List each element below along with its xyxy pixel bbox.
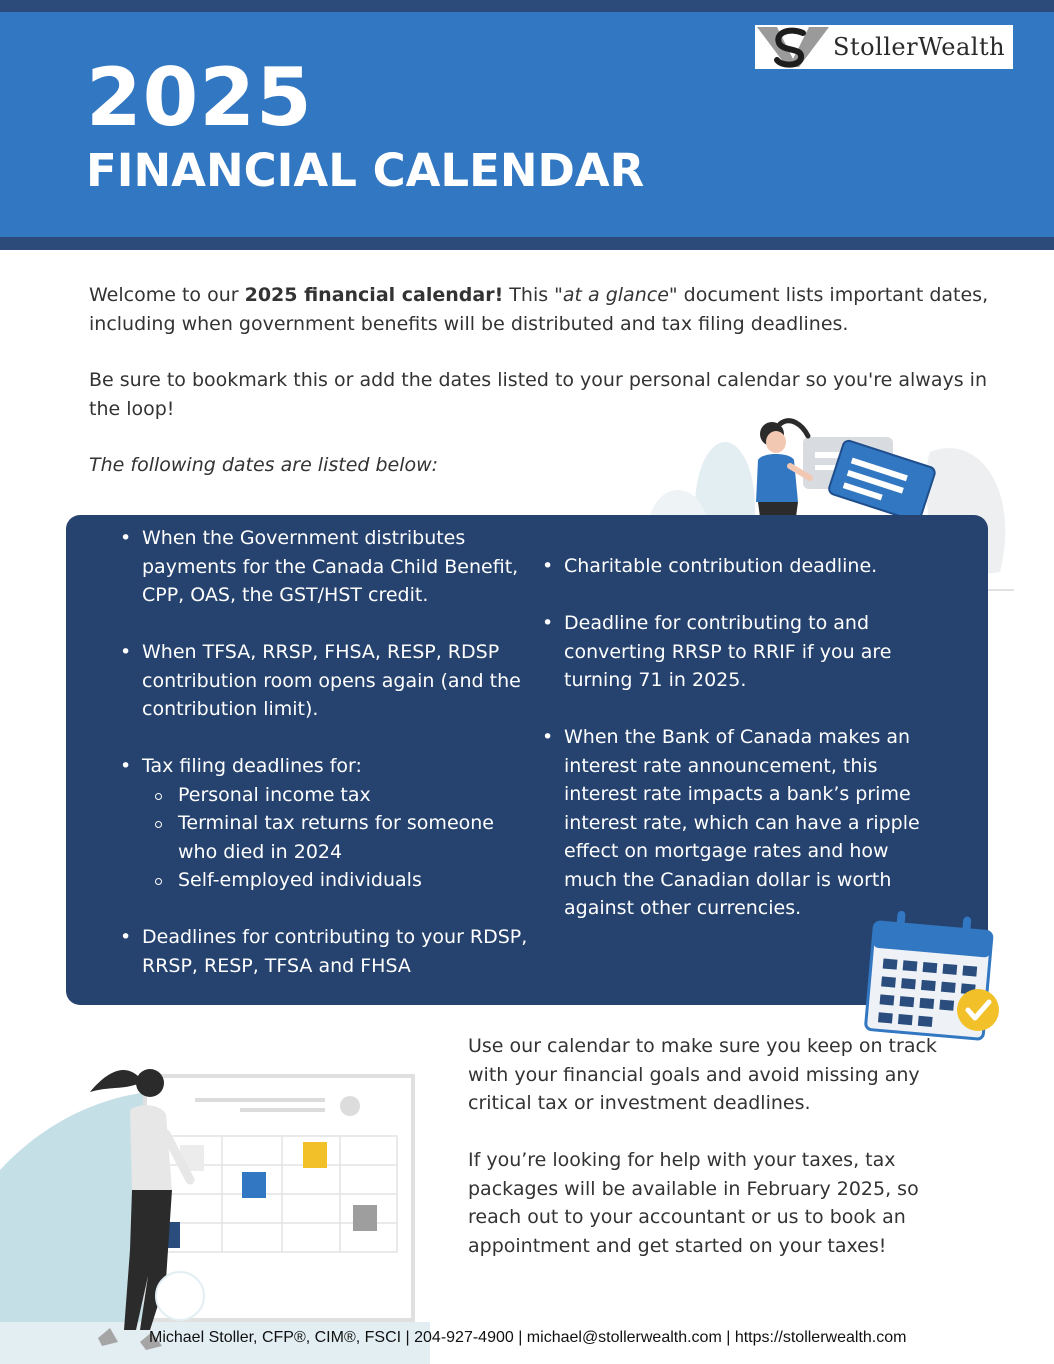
outro-paragraph-2: If you’re looking for help with your taxes, tax packages will be available in February 2025, so reach out to your accountant or us to book an appointment and get started on your taxes! [468,1149,919,1257]
sub-list-item: Terminal tax returns for someone who died in 2024 [142,809,530,866]
intro-paragraph-3: The following dates are listed below: [89,454,439,476]
page-title: FINANCIAL CALENDAR [86,144,645,197]
page-year: 2025 [86,51,313,144]
header-bottom-strip [0,237,1054,250]
stollerwealth-logo [755,25,1013,69]
list-item: • Tax filing deadlines for: Personal income tax Terminal tax returns for someone who died in 2024 Self-employed individuals [90,752,530,895]
list-item: • Charitable contribution deadline. [512,552,937,581]
woman-calendar-board-illustration [0,1050,430,1364]
panel-right-column [512,552,937,951]
list-item: • When the Bank of Canada makes an interest rate announcement, this interest rate impacts a bank’s prime interest rate, which can have a ripple effect on mortgage rates and how much the Canadian dollar is worth against other currencies. [512,723,937,923]
calendar-check-icon [858,908,1008,1043]
panel-left-column [90,524,530,1009]
header-top-strip [0,0,1054,12]
sub-list-item: Personal income tax [142,781,530,810]
list-item: • Deadlines for contributing to your RDSP, RRSP, RESP, TFSA and FHSA [90,923,530,980]
list-item: • When TFSA, RRSP, FHSA, RESP, RDSP contribution room opens again (and the contribution limit). [90,638,530,724]
outro-paragraph-1: Use our calendar to make sure you keep on track with your financial goals and avoid missing any critical tax or investment deadlines. [468,1035,937,1114]
intro-paragraph-2: Be sure to bookmark this or add the dates listed to your personal calendar so you're always in the loop! [89,369,987,420]
logo-text: StollerWealth [833,33,1006,61]
intro-paragraph-1: Welcome to our 2025 financial calendar! This "at a glance" document lists important dates, including when government benefits will be distributed and tax filing deadlines. [89,284,989,335]
footer-contact: Michael Stoller, CFP®, CIM®, FSCI | 204-927-4900 | michael@stollerwealth.com | https://stollerwealth.com [149,1329,907,1346]
list-item: • When the Government distributes payments for the Canada Child Benefit, CPP, OAS, the GST/HST credit. [90,524,530,610]
list-item: • Deadline for contributing to and converting RRSP to RRIF if you are turning 71 in 2025. [512,609,937,695]
sub-list-item: Self-employed individuals [142,866,530,895]
